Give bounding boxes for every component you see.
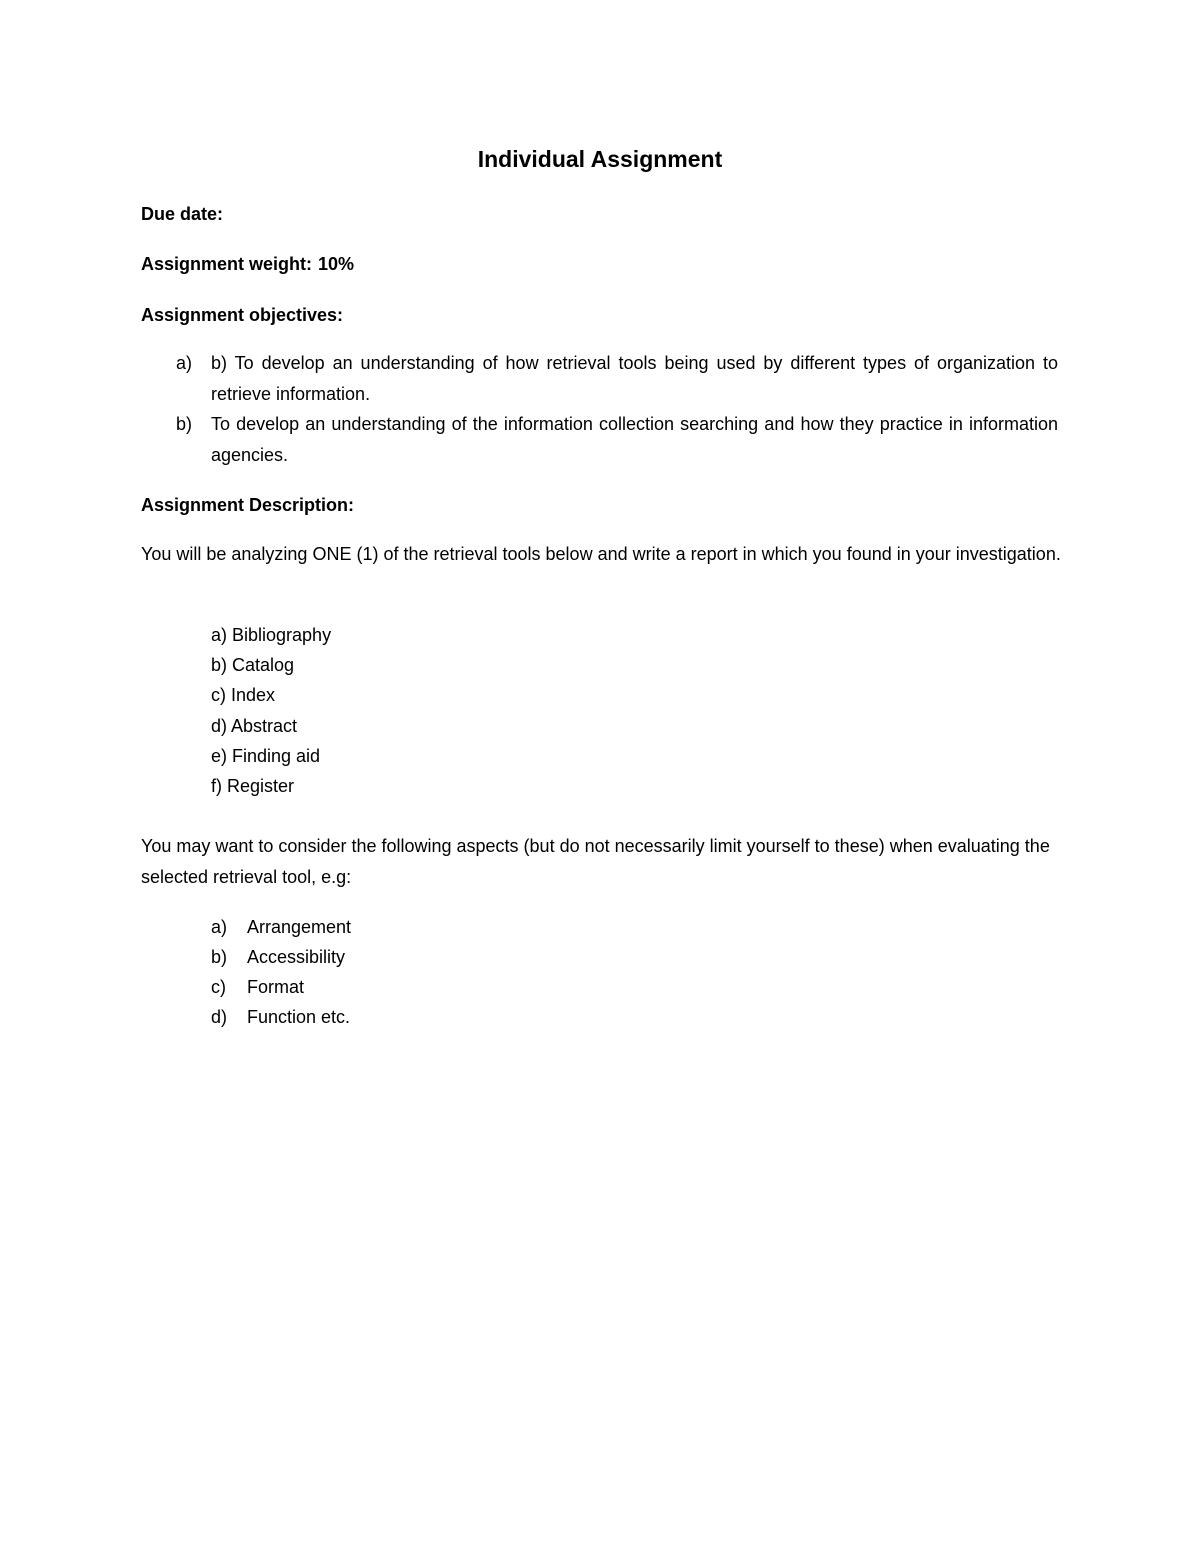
assignment-weight-label: Assignment weight:	[141, 254, 313, 274]
list-item: e) Finding aid	[211, 745, 321, 766]
objective-text: b) To develop an understanding of how retrieval tools being used by different types of organization to retrieve information.	[211, 353, 1058, 404]
objective-marker: b)	[176, 414, 193, 434]
aspects-intro: You may want to consider the following aspects (but do not necessarily limit yourself to these) when evaluating the selected retrieval tool, e.g:	[141, 836, 1050, 887]
aspect-text: Function etc.	[247, 1007, 351, 1027]
aspect-marker: a)	[211, 917, 228, 937]
assignment-weight-line	[141, 251, 354, 277]
aspect-text: Accessibility	[247, 947, 346, 967]
description-label: Assignment Description:	[141, 495, 355, 515]
description-text: You will be analyzing ONE (1) of the retrieval tools below and write a report in which you found in your investigation.	[141, 544, 1061, 564]
aspect-text: Format	[247, 977, 305, 997]
objective-text: To develop an understanding of the information collection searching and how they practice in information agencies.	[211, 414, 1058, 465]
due-date-label: Due date:	[141, 204, 224, 224]
objective-item	[141, 409, 1058, 471]
assignment-weight-value: 10%	[318, 254, 355, 274]
aspect-marker: c)	[211, 977, 226, 997]
list-item: a) Bibliography	[211, 625, 332, 645]
aspect-marker: b)	[211, 947, 228, 967]
aspect-marker: d)	[211, 1007, 228, 1027]
list-item: b) Catalog	[211, 655, 295, 676]
list-item: c) Index	[211, 685, 276, 706]
objective-item	[141, 348, 1058, 410]
document-title: Individual Assignment	[477, 146, 723, 172]
objectives-label: Assignment objectives:	[141, 305, 344, 325]
retrieval-tools-list	[211, 620, 331, 801]
list-item: f) Register	[211, 776, 295, 797]
objective-marker: a)	[176, 353, 193, 373]
aspect-text: Arrangement	[247, 917, 352, 937]
list-item: d) Abstract	[211, 715, 298, 736]
